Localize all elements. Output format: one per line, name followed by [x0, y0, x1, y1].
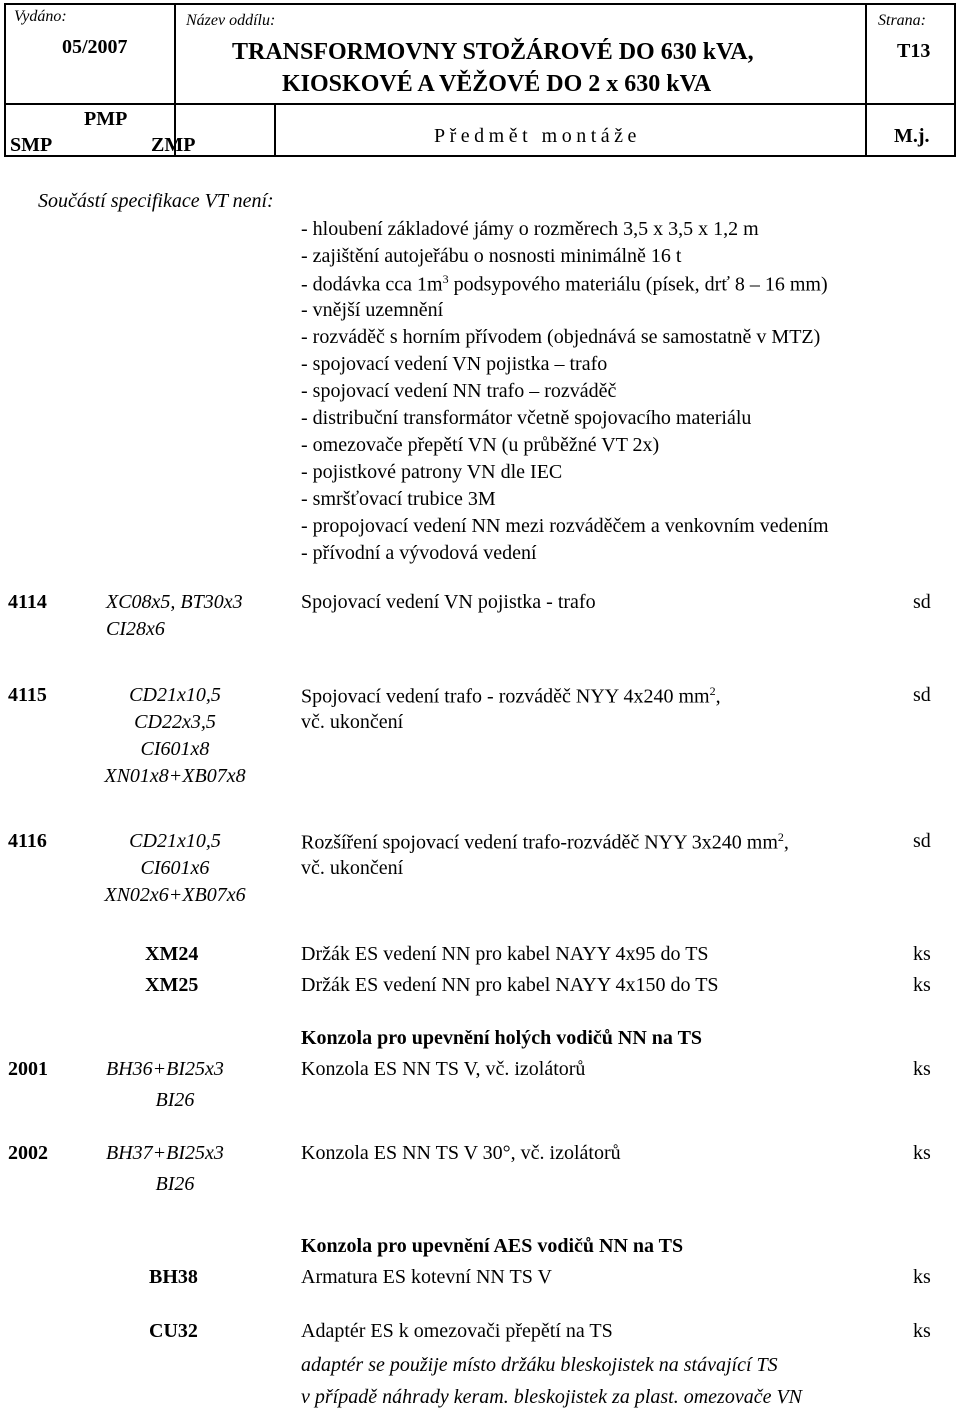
item-description: Konzola ES NN TS V, vč. izolátorů [301, 1058, 586, 1080]
item-code: CD21x10,5 [129, 830, 221, 852]
item-unit: ks [913, 1058, 931, 1080]
item-code: CI601x8 [140, 738, 210, 760]
item-code: XC08x5, BT30x3 [106, 591, 243, 613]
item-code: XM24 [145, 943, 199, 965]
list-item: - omezovače přepětí VN (u průběžné VT 2x) [301, 434, 660, 456]
item-code: BH36+BI25x3 [106, 1058, 224, 1080]
list-item: - zajištění autojeřábu o nosnosti minimálně 16 t [301, 245, 682, 267]
item-note: adaptér se použije místo držáku bleskojistek na stávající TS [301, 1354, 778, 1376]
item-description: Rozšíření spojovací vedení trafo-rozváděč NYY 3x240 $mm^2$, [301, 830, 789, 854]
issued-label: Vydáno: [14, 8, 67, 25]
item-description-cont: vč. ukončení [301, 711, 404, 733]
group-heading: Konzola pro upevnění holých vodičů NN na TS [301, 1027, 703, 1049]
item-number: 2002 [8, 1142, 48, 1164]
item-number: 4114 [8, 591, 47, 613]
item-code: CI601x6 [140, 857, 210, 879]
list-item: - smršťovací trubice 3M [301, 488, 496, 510]
item-code: XN01x8+XB07x8 [104, 765, 246, 787]
item-description-cont: vč. ukončení [301, 857, 404, 879]
item-description: Držák ES vedení NN pro kabel NAYY 4x95 do TS [301, 943, 709, 965]
section-title-line-2: KIOSKOVÉ A VĚŽOVÉ DO 2 x 630 kVA [282, 71, 712, 97]
item-code: XM25 [145, 974, 199, 996]
item-code: BH37+BI25x3 [106, 1142, 224, 1164]
group-heading: Konzola pro upevnění AES vodičů NN na TS [301, 1235, 684, 1257]
item-unit: sd [913, 830, 931, 852]
section-title-line-1: TRANSFORMOVNY STOŽÁROVÉ DO 630 kVA, [232, 39, 754, 65]
item-unit: ks [913, 1142, 931, 1164]
item-note: v případě náhrady keram. bleskojistek za plast. omezovače VN [301, 1386, 803, 1408]
item-number: 4116 [8, 830, 47, 852]
col-pmp: PMP [84, 108, 128, 130]
header-divider [4, 103, 956, 105]
item-unit: sd [913, 684, 931, 706]
intro-title: Součástí specifikace VT není: [38, 190, 274, 212]
item-code: XN02x6+XB07x6 [104, 884, 246, 906]
item-code: BI26 [155, 1089, 195, 1111]
list-item: - dodávka cca $1m^3$ podsypového materiálu (písek, drť 8 – 16 mm) [301, 272, 828, 296]
list-item: - hloubení základové jámy o rozměrech 3,5 x 3,5 x 1,2 m [301, 218, 759, 240]
header-divider [274, 103, 276, 157]
item-number: 4115 [8, 684, 47, 706]
list-item: - propojovací vedení NN mezi rozváděčem a venkovním vedením [301, 515, 829, 537]
item-code: CD22x3,5 [134, 711, 216, 733]
list-item: - pojistkové patrony VN dle IEC [301, 461, 563, 483]
item-number: 2001 [8, 1058, 48, 1080]
item-unit: ks [913, 974, 931, 996]
list-item: - spojovací vedení NN trafo – rozváděč [301, 380, 617, 402]
list-item: - vnější uzemnění [301, 299, 444, 321]
item-unit: ks [913, 943, 931, 965]
section-label: Název oddílu: [186, 12, 276, 29]
col-smp: SMP [10, 134, 53, 156]
col-unit: M.j. [894, 125, 930, 147]
item-description: Armatura ES kotevní NN TS V [301, 1266, 552, 1288]
item-code: CD21x10,5 [129, 684, 221, 706]
item-description: Spojovací vedení VN pojistka - trafo [301, 591, 596, 613]
item-description: Adaptér ES k omezovači přepětí na TS [301, 1320, 613, 1342]
item-unit: ks [913, 1266, 931, 1288]
page-value: T13 [897, 40, 931, 62]
item-unit: ks [913, 1320, 931, 1342]
item-code: CU32 [149, 1320, 198, 1342]
col-zmp: ZMP [151, 134, 196, 156]
list-item: - rozváděč s horním přívodem (objednává se samostatně v MTZ) [301, 326, 821, 348]
header-divider [865, 3, 867, 157]
item-code: BI26 [155, 1173, 195, 1195]
item-code: BH38 [149, 1266, 198, 1288]
page-label: Strana: [878, 12, 926, 29]
col-subject: Předmět montáže [434, 125, 641, 147]
list-item: - spojovací vedení VN pojistka – trafo [301, 353, 608, 375]
item-code: CI28x6 [106, 618, 165, 640]
item-description: Konzola ES NN TS V 30°, vč. izolátorů [301, 1142, 621, 1164]
issued-value: 05/2007 [62, 36, 128, 58]
item-description: Držák ES vedení NN pro kabel NAYY 4x150 do TS [301, 974, 719, 996]
list-item: - distribuční transformátor včetně spojovacího materiálu [301, 407, 752, 429]
list-item: - přívodní a vývodová vedení [301, 542, 537, 564]
item-unit: sd [913, 591, 931, 613]
item-description: Spojovací vedení trafo - rozváděč NYY 4x240 $mm^2$, [301, 684, 721, 708]
